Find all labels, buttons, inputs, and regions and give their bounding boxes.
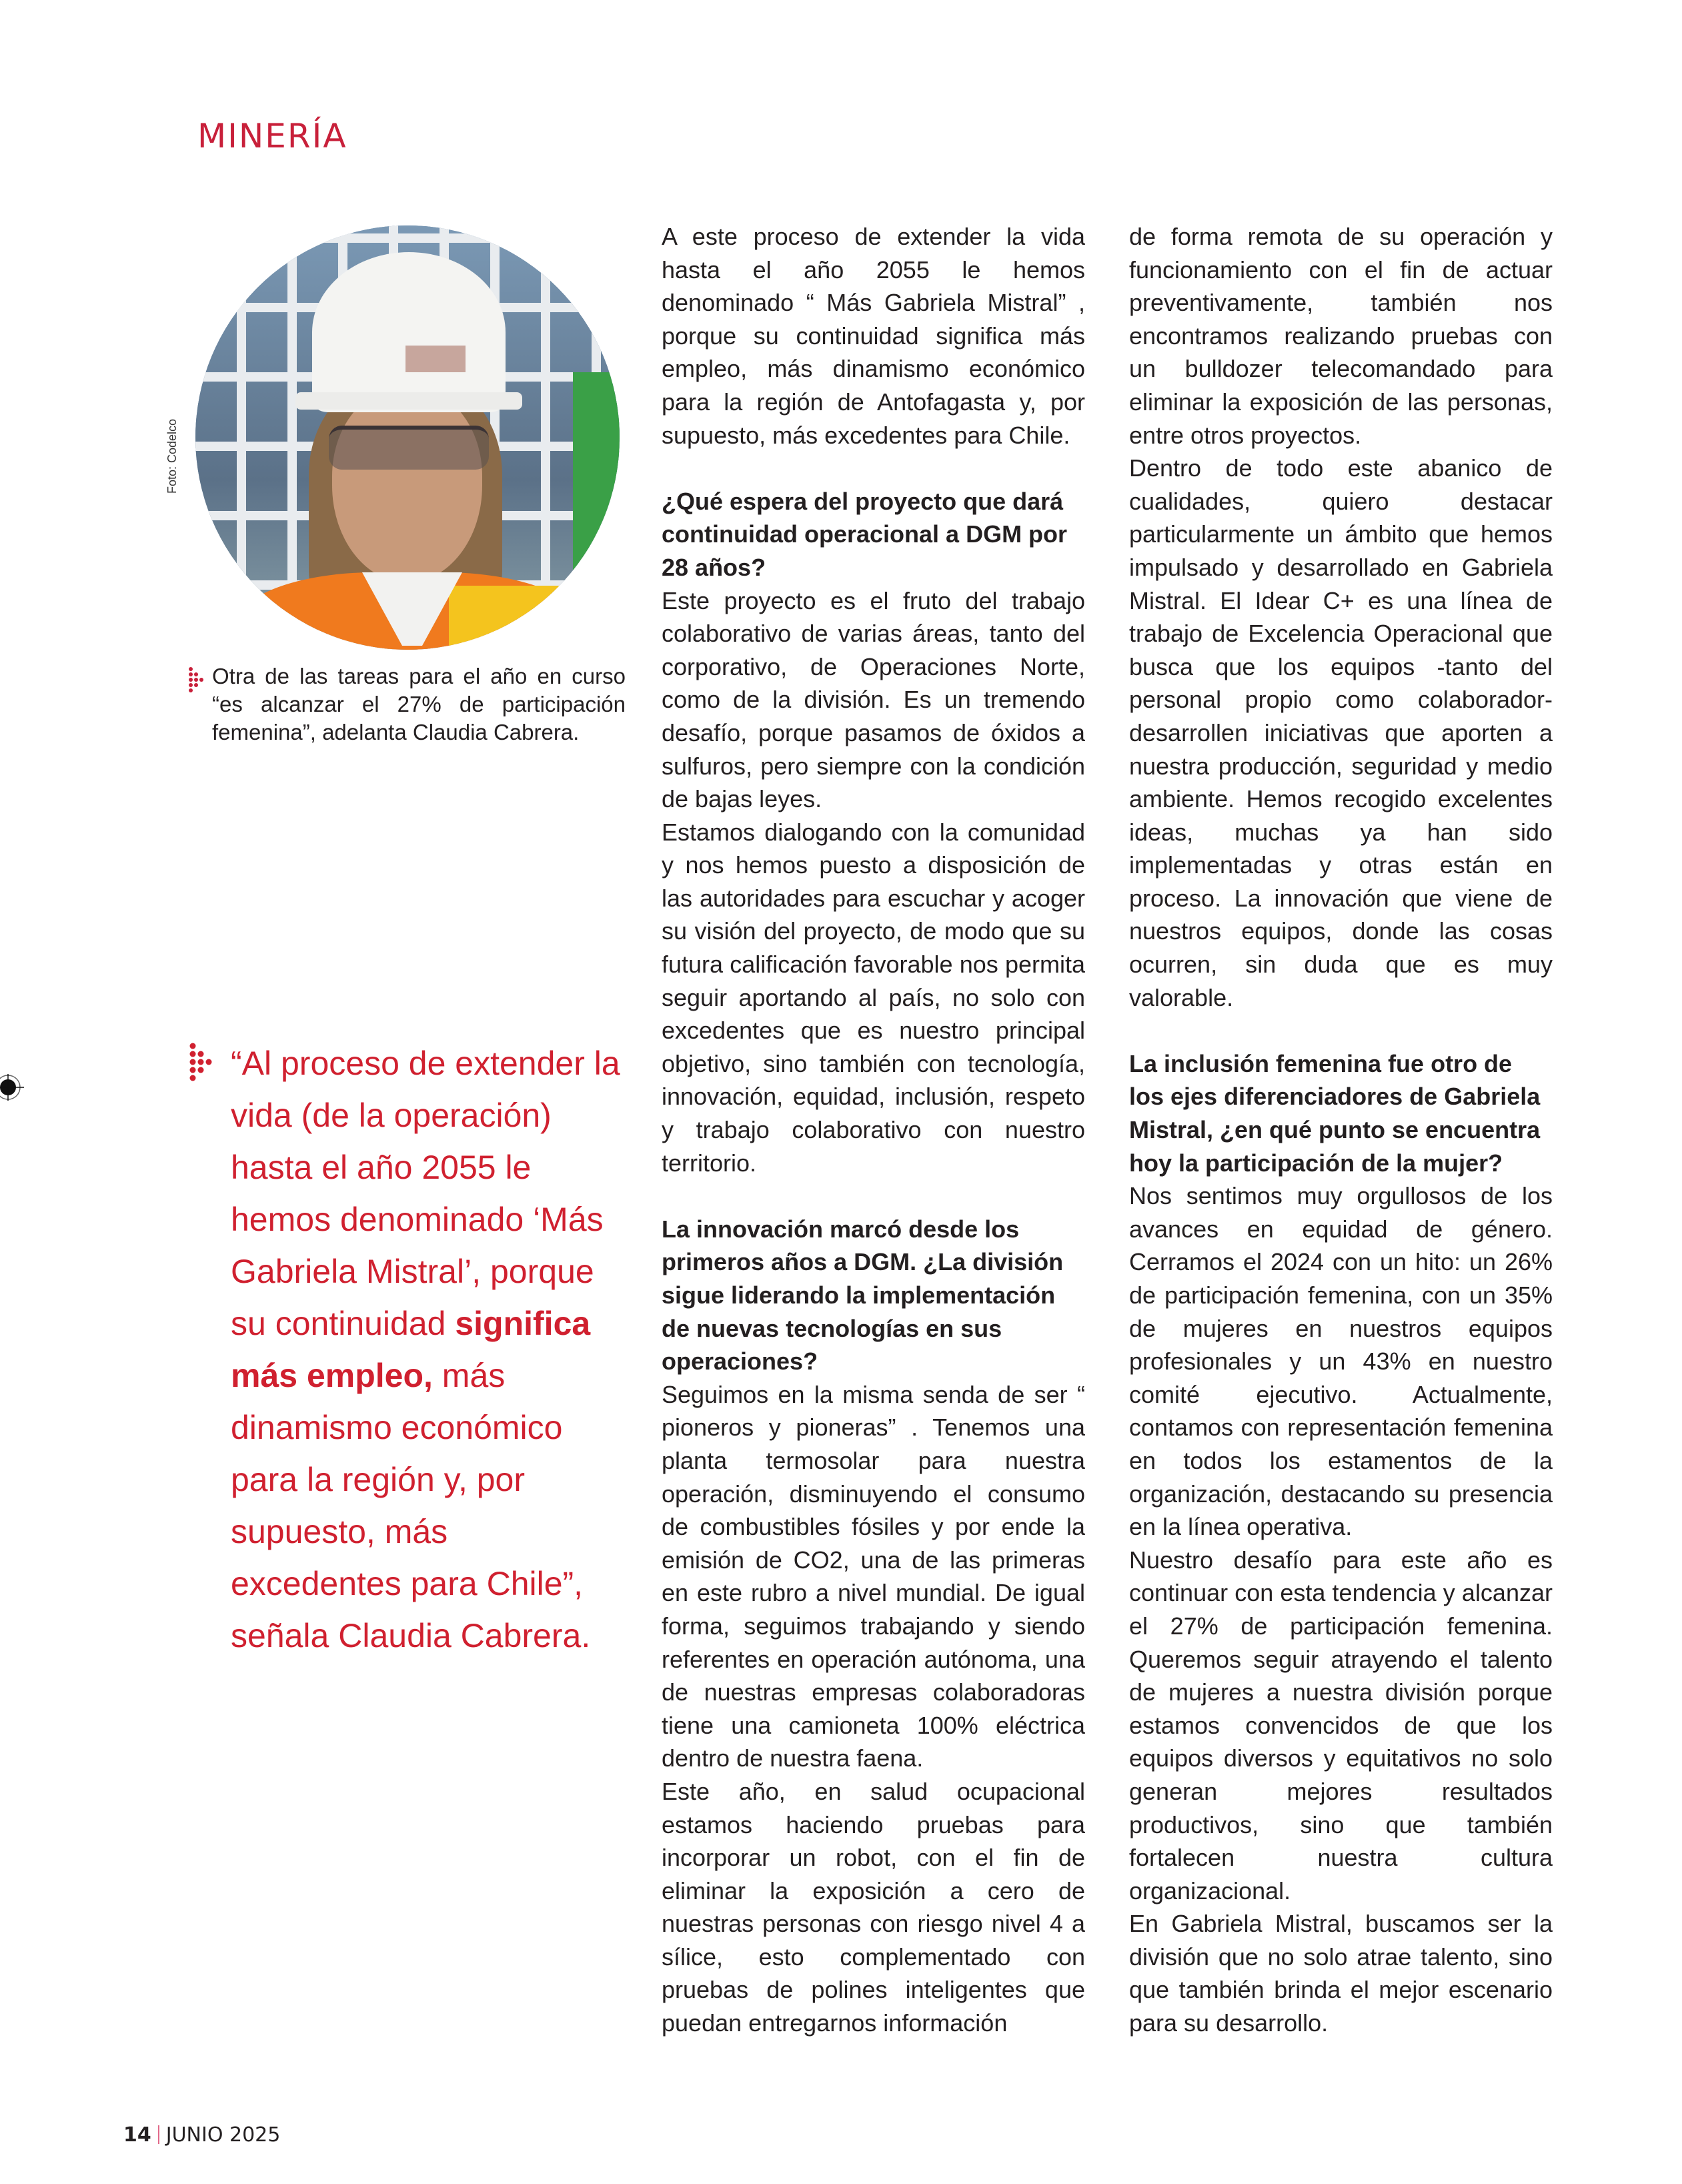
paragraph: Nos sentimos muy orgullosos de los avances en equidad de género. Cerramos el 2024 con un hito: un 26% de participación femenina, con un 35% de mujeres en nuestros equipos profesionales y un 43% en nuestro comité ejecutivo. Actualmente, contamos con representación femenina en todos los estamentos de la organización, destacando su presencia en la línea operativa. bbox=[1129, 1182, 1553, 1541]
paragraph: de forma remota de su operación y funcionamiento con el fin de actuar preventivamente, también nos encontramos realizando pruebas con un bulldozer telecomandado para eliminar la exposición de las personas, entre otros proyectos. bbox=[1129, 223, 1553, 449]
interview-question: La inclusión femenina fue otro de los ejes diferenciadores de Gabriela Mistral, ¿en qué punto se encuentra hoy la participación de la mujer? bbox=[1129, 1049, 1541, 1177]
hard-hat-badge bbox=[405, 346, 466, 372]
interview-question: La innovación marcó desde los primeros años a DGM. ¿La división sigue liderando la implementación de nuevas tecnologías en sus operaciones? bbox=[662, 1215, 1064, 1376]
article-column-3 bbox=[1129, 220, 1553, 2040]
photo-background-green bbox=[573, 372, 620, 599]
page-number: 14 bbox=[123, 2123, 151, 2147]
pull-quote-text: “Al proceso de extender la vida (de la operación) hasta el año 2055 le hemos denominado ‘Más Gabriela Mistral’, porque su continuidad bbox=[231, 1045, 620, 1342]
paragraph: Este año, en salud ocupacional estamos haciendo pruebas para incorporar un robot, con el fin de eliminar la exposición a cero de nuestras personas con riesgo nivel 4 a sílice, esto complementado con pruebas de polines inteligentes que puedan entregarnos información bbox=[662, 1777, 1085, 2037]
paragraph: En Gabriela Mistral, buscamos ser la división que no solo atrae talento, sino que también brinda el mejor escenario para su desarrollo. bbox=[1129, 1910, 1553, 2037]
article-column-2 bbox=[662, 220, 1085, 2040]
section-label: MINERÍA bbox=[197, 117, 347, 155]
dotted-arrow-icon bbox=[188, 666, 207, 702]
pull-quote-text-end: más dinamismo económico para la región y, por supuesto, más excedentes para Chile”, señala Claudia Cabrera. bbox=[231, 1357, 591, 1654]
photo-credit bbox=[165, 374, 192, 494]
page-footer bbox=[123, 2123, 280, 2147]
photo-caption bbox=[212, 662, 626, 746]
photo-face bbox=[332, 389, 482, 582]
paragraph: A este proceso de extender la vida hasta el año 2055 le hemos denominado “ Más Gabriela Mistral” , porque su continuidad significa más empleo, más dinamismo económico para la región de Antofagasta y, por supuesto, más excedentes para Chile. bbox=[662, 223, 1085, 449]
registration-mark-icon bbox=[0, 1074, 27, 1101]
paragraph: Seguimos en la misma senda de ser “ pioneros y pioneras” . Tenemos una planta termosolar para nuestra operación, disminuyendo el consumo de combustibles fósiles y por ende la emisión de CO2, una de las primeras en este rubro a nivel mundial. De igual forma, seguimos trabajando y siendo referentes en operación autónoma, una de nuestras empresas colaboradoras tiene una camioneta 100% eléctrica dentro de nuestra faena. bbox=[662, 1380, 1085, 1772]
pull-quote bbox=[231, 1037, 624, 1662]
portrait-photo bbox=[195, 225, 620, 650]
dotted-arrow-icon bbox=[189, 1043, 216, 1100]
photo-credit-text: Foto: Codelco bbox=[165, 418, 179, 494]
interview-question: ¿Qué espera del proyecto que dará continuidad operacional a DGM por 28 años? bbox=[662, 487, 1068, 581]
safety-glasses bbox=[329, 426, 489, 470]
safety-vest-yellow bbox=[449, 586, 562, 650]
photo-caption-text: Otra de las tareas para el año en curso “es alcanzar el 27% de participación femenina”, adelanta Claudia Cabrera. bbox=[212, 664, 626, 744]
paragraph: Este proyecto es el fruto del trabajo colaborativo de varias áreas, tanto del corporativo, de Operaciones Norte, como de la división. Es un tremendo desafío, porque pasamos de óxidos a sulfuros, pero siempre con la condición de bajas leyes. bbox=[662, 586, 1085, 813]
paragraph: Nuestro desafío para este año es continuar con esta tendencia y alcanzar el 27% de participación femenina. Queremos seguir atrayendo el talento de mujeres a nuestra división porque estamos convencidos de que los equipos diversos y equitativos no solo generan mejores resultados productivos, sino que también fortalecen nuestra cultura organizacional. bbox=[1129, 1546, 1553, 1904]
hard-hat bbox=[312, 252, 506, 412]
footer-separator bbox=[158, 2125, 159, 2144]
paragraph: Dentro de todo este abanico de cualidades, quiero destacar particularmente un ámbito que hemos impulsado y desarrollado en Gabriela Mistral. El Idear C+ es una línea de trabajo de Excelencia Operacional que busca que los equipos -tanto del personal propio como colaborador- desarrollen iniciativas que aporten a nuestra producción, seguridad y medio ambiente. Hemos recogido excelentes ideas, muchas ya han sido implementadas y otras están en proceso. La innovación que viene de nuestros equipos, donde las cosas ocurren, sin duda que es muy valorable. bbox=[1129, 454, 1553, 1011]
pull-quote-emphasis: significa más empleo, bbox=[231, 1305, 591, 1394]
hard-hat-brim bbox=[295, 392, 522, 410]
paragraph: Estamos dialogando con la comunidad y nos hemos puesto a disposición de las autoridades para escuchar y acoger su visión del proyecto, de modo que su futura calificación favorable nos permita seguir aportando al país, no solo con excedentes que es nuestro principal objetivo, sino también con tecnología, innovación, equidad, inclusión, respeto y trabajo colaborativo con nuestro territorio. bbox=[662, 818, 1085, 1177]
issue-date: JUNIO 2025 bbox=[165, 2123, 281, 2147]
